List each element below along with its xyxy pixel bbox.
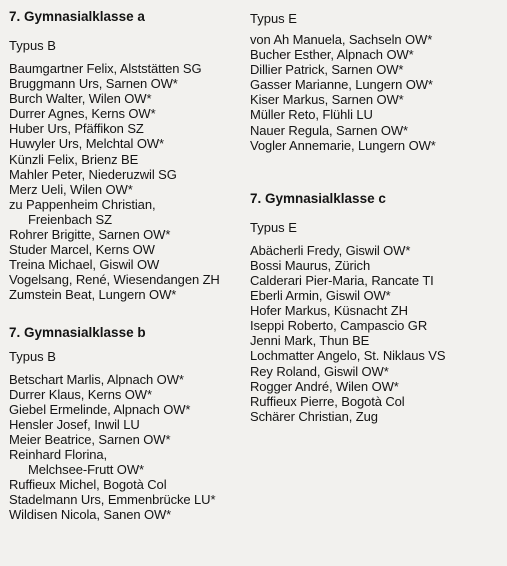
- student-entry: Calderari Pier-Maria, Rancate TI: [250, 272, 434, 288]
- right-column: [250, 0, 502, 424]
- student-entry: Zumstein Beat, Lungern OW*: [9, 287, 177, 303]
- class-a-heading: 7. Gymnasialklasse a: [9, 9, 145, 24]
- class-a-typus-e-student-list: [250, 32, 502, 153]
- student-entry: Jenni Mark, Thun BE: [250, 333, 370, 349]
- student-entry: Iseppi Roberto, Campascio GR: [250, 318, 428, 334]
- student-entry: Reinhard Florina,: [9, 446, 108, 462]
- student-entry: Vogler Annemarie, Lungern OW*: [250, 137, 436, 153]
- student-entry: Eberli Armin, Giswil OW*: [250, 288, 391, 304]
- student-entry: Bucher Esther, Alpnach OW*: [250, 47, 414, 63]
- student-entry: Burch Walter, Wilen OW*: [9, 91, 152, 107]
- student-entry: Nauer Regula, Sarnen OW*: [250, 122, 409, 138]
- student-entry: Künzli Felix, Brienz BE: [9, 151, 139, 167]
- student-entry: Durrer Klaus, Kerns OW*: [9, 386, 152, 402]
- student-entry: Freienbach SZ: [28, 211, 112, 227]
- student-entry: Betschart Marlis, Alpnach OW*: [9, 371, 184, 387]
- class-c-heading: 7. Gymnasialklasse c: [250, 190, 386, 206]
- class-b-heading: 7. Gymnasialklasse b: [9, 324, 146, 340]
- student-entry: Abächerli Fredy, Giswil OW*: [250, 242, 411, 258]
- student-entry: Meier Beatrice, Sarnen OW*: [9, 431, 171, 447]
- student-entry: Müller Reto, Flühli LU: [250, 107, 373, 123]
- student-entry: Giebel Ermelinde, Alpnach OW*: [9, 401, 191, 417]
- student-entry: Gasser Marianne, Lungern OW*: [250, 77, 433, 93]
- student-entry: Rohrer Brigitte, Sarnen OW*: [9, 227, 171, 243]
- class-c-student-list: [250, 243, 502, 424]
- student-entry: Rey Roland, Giswil OW*: [250, 363, 389, 379]
- student-entry: Mahler Peter, Niederuzwil SG: [9, 166, 177, 182]
- student-entry: Studer Marcel, Kerns OW: [9, 242, 155, 258]
- student-entry: Ruffieux Michel, Bogotà Col: [9, 477, 167, 493]
- student-entry: Bruggmann Urs, Sarnen OW*: [9, 76, 178, 92]
- student-entry: Stadelmann Urs, Emmenbrücke LU*: [9, 492, 216, 508]
- student-entry: Schärer Christian, Zug: [250, 408, 378, 424]
- student-entry: von Ah Manuela, Sachseln OW*: [250, 32, 433, 47]
- student-entry: Hofer Markus, Küsnacht ZH: [250, 303, 408, 319]
- class-a-typus-e: Typus E: [250, 11, 297, 26]
- student-entry: Dillier Patrick, Sarnen OW*: [250, 62, 404, 78]
- class-a-typus: Typus B: [9, 38, 56, 53]
- student-entry: Kiser Markus, Sarnen OW*: [250, 92, 404, 108]
- class-b-typus: Typus B: [9, 348, 56, 364]
- student-entry: zu Pappenheim Christian,: [9, 196, 156, 212]
- student-entry: Merz Ueli, Wilen OW*: [9, 181, 133, 197]
- student-entry: Lochmatter Angelo, St. Niklaus VS: [250, 348, 446, 364]
- student-entry: Durrer Agnes, Kerns OW*: [9, 106, 156, 122]
- class-c-typus: Typus E: [250, 219, 297, 235]
- class-a-student-list: [9, 61, 249, 303]
- student-entry: Ruffieux Pierre, Bogotà Col: [250, 393, 405, 409]
- student-entry: Huwyler Urs, Melchtal OW*: [9, 136, 164, 152]
- student-entry: Hensler Josef, Inwil LU: [9, 416, 140, 432]
- student-entry: Wildisen Nicola, Sanen OW*: [9, 507, 172, 523]
- student-entry: Treina Michael, Giswil OW: [9, 257, 160, 273]
- student-entry: Rogger André, Wilen OW*: [250, 378, 399, 394]
- class-b-student-list: [9, 372, 249, 523]
- student-entry: Huber Urs, Pfäffikon SZ: [9, 121, 144, 137]
- student-entry: Melchsee-Frutt OW*: [28, 462, 144, 478]
- student-entry: Baumgartner Felix, Alststätten SG: [9, 61, 202, 76]
- student-entry: Bossi Maurus, Zürich: [250, 257, 371, 273]
- student-entry: Vogelsang, René, Wiesendangen ZH: [9, 272, 220, 288]
- left-column: [9, 0, 249, 522]
